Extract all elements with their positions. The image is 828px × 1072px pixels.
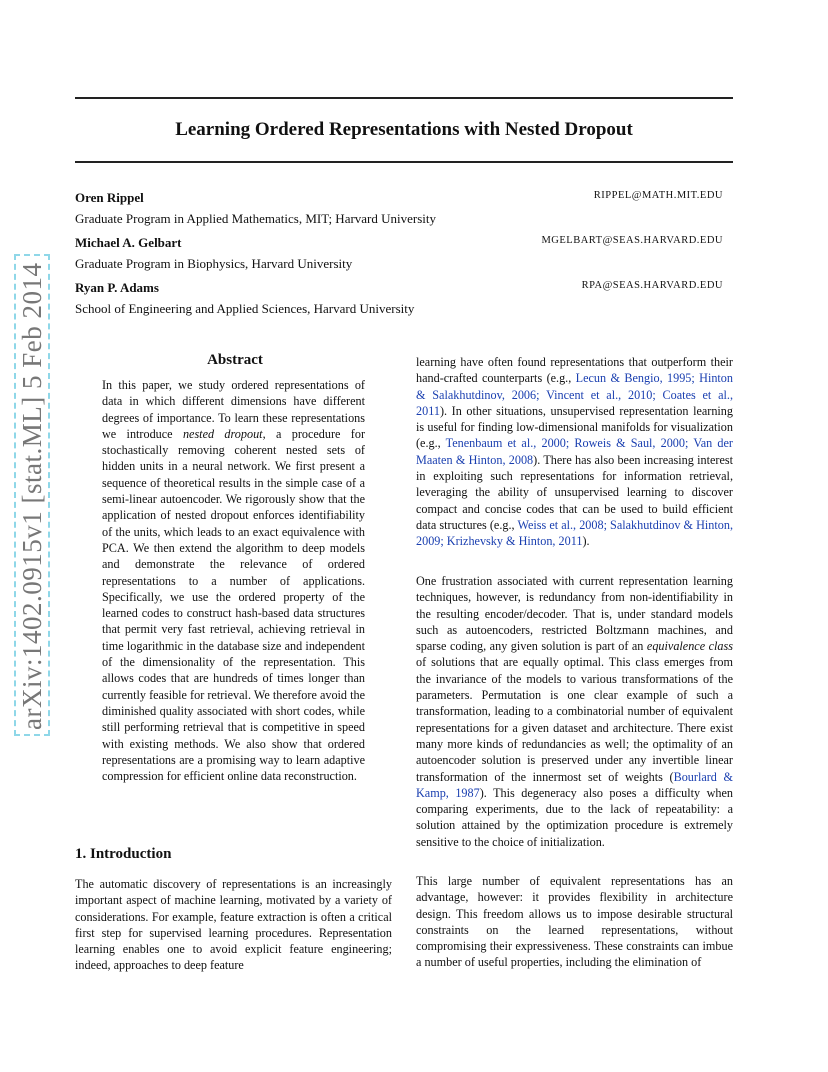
abstract-text bbox=[102, 377, 365, 784]
abstract-text-part: , a procedure for stochastically removing coherent nested sets of hidden units in a neural network. We first present a sequence of theoretical results in the simple case of a semi-linear autoencoder. We rigorously show that the application of nested dropout enforces identifiability of the units, which leads to an exact equivalence with PCA. We then extend the algorithm to deep models and demonstrate the relevance of ordered representations to a number of applications. Specifically, we use the ordered property of the learned codes to construct hash-based data structures that permit very fast retrieval, achieving retrieval in time logarithmic in the database size and independent of the dimensionality of the representation. This allows codes that are hundreds of times longer than currently feasible for retrieval. We therefore avoid the diminished quality associated with short codes, while still performing retrieval that is competitive in speed with existing methods. We also show that ordered representations are a promising way to learn adaptive compression for efficient online data reconstruction. bbox=[102, 426, 366, 784]
body-paragraph bbox=[416, 573, 733, 850]
body-paragraph bbox=[416, 354, 733, 550]
body-text: ). This degeneracy also poses a difficulty when comparing experiments, due to the lack of repeatability: a solution attained by the optimization procedure is extremely sensitive to the choice of initialization. bbox=[416, 785, 733, 849]
body-text: ). bbox=[582, 534, 590, 549]
author-name: Ryan P. Adams bbox=[75, 280, 159, 295]
title-top-rule bbox=[75, 97, 733, 99]
author-block bbox=[75, 189, 723, 228]
author-block bbox=[75, 279, 723, 318]
body-text: ). There has also been increasing interest in exploiting such representations for information retrieval, leveraging the ability of unsupervised learning to discover compact and concise codes that can be used to build efficient data structures (e.g., bbox=[416, 452, 733, 532]
citation-link[interactable]: Weiss et al., 2008; Salakhutdinov & Hinton, 2009; Krizhevsky & Hinton, 2011 bbox=[416, 517, 734, 549]
body-text: learning have often found representations that outperform their hand-crafted counterparts (e.g., bbox=[416, 355, 733, 386]
author-email[interactable]: MGELBART@SEAS.HARVARD.EDU bbox=[541, 235, 723, 246]
intro-paragraph: The automatic discovery of representations is an increasingly important aspect of machine learning, motivated by a variety of considerations. For example, feature extraction is often a critical first step for supervised learning procedures. Representation learning enables one to avoid explicit feature engineering; indeed, approaches to deep feature bbox=[75, 877, 392, 973]
body-emphasis: equivalence class bbox=[646, 639, 733, 654]
author-affiliation: Graduate Program in Biophysics, Harvard University bbox=[75, 256, 353, 271]
paper-title: Learning Ordered Representations with Nested Dropout bbox=[175, 119, 633, 140]
author-name: Oren Rippel bbox=[75, 190, 144, 205]
body-text: ). In other situations, unsupervised representation learning is useful for finding low-dimensional manifolds for visualization (e.g., bbox=[416, 403, 733, 451]
author-block bbox=[75, 234, 723, 273]
body-text: of solutions that are equally optimal. This class emerges from the invariance of the models to various transformations of the parameters. Permutation is one clear example of such a transformation, leading to a combinatorial number of equivalent representations for a given dataset and architecture. There exist many more kinds of redundancies as well; the optimality of an autoencoder solution is preserved under any invertible linear transformation of the innermost set of weights ( bbox=[416, 655, 733, 784]
title-bottom-rule bbox=[75, 161, 733, 163]
abstract-emphasis: nested dropout bbox=[182, 426, 263, 441]
body-paragraph: This large number of equivalent representations has an advantage, however: it provides flexibility in architecture design. This freedom allows us to impose desirable structural constraints on the learned representations, without compromising their expressiveness. These constraints can imbue a number of useful properties, including the elimination of bbox=[416, 874, 733, 970]
body-text: One frustration associated with current representation learning techniques, however, is redundancy from non-identifiability in the resulting encoder/decoder. That is, under standard models such as autoencoders, restricted Boltzmann machines, and sparse coding, any given solution is part of an bbox=[416, 574, 733, 654]
abstract-heading: Abstract bbox=[207, 352, 263, 368]
author-name: Michael A. Gelbart bbox=[75, 235, 182, 250]
author-email[interactable]: RPA@SEAS.HARVARD.EDU bbox=[581, 280, 723, 291]
author-affiliation: Graduate Program in Applied Mathematics, MIT; Harvard University bbox=[75, 211, 437, 226]
section-heading-introduction: 1. Introduction bbox=[75, 846, 172, 862]
citation-link[interactable]: Tenenbaum et al., 2000; Roweis & Saul, 2000; Van der Maaten & Hinton, 2008 bbox=[416, 436, 733, 467]
citation-link[interactable]: Lecun & Bengio, 1995; Hinton & Salakhutdinov, 2006; Vincent et al., 2010; Coates et al., 2011 bbox=[416, 371, 733, 418]
arxiv-identifier-stamp[interactable]: arXiv:1402.0915v1 [stat.ML] 5 Feb 2014 bbox=[14, 254, 50, 736]
citation-link[interactable]: Bourlard & Kamp, 1987 bbox=[416, 769, 733, 800]
author-affiliation: School of Engineering and Applied Sciences, Harvard University bbox=[75, 301, 415, 316]
author-email[interactable]: RIPPEL@MATH.MIT.EDU bbox=[593, 190, 723, 201]
abstract-text-part: In this paper, we study ordered representations of data in which different dimensions have different degrees of importance. To learn these representations we introduce bbox=[102, 378, 365, 441]
